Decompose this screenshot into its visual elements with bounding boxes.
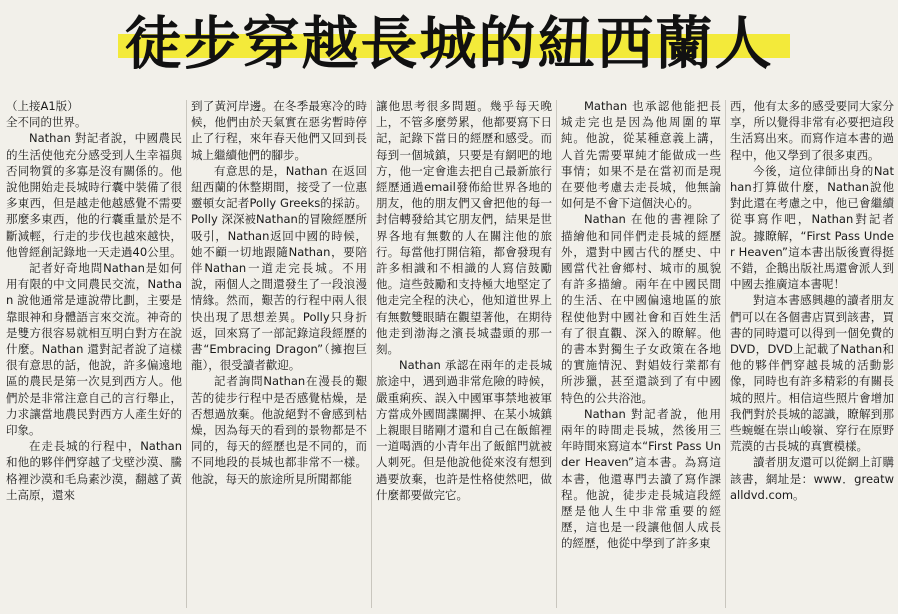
article-column-4 (561, 98, 721, 610)
column-divider (371, 100, 372, 608)
article-column-5 (730, 98, 894, 610)
article-paragraph: 有意思的是，Nathan 在返回紐西蘭的休整期間，接受了一位惠靈頓女記者Polly Greeks的採訪。Polly 深深被Nathan的冒險經歷所吸引，Nathan返回中國的時候，她不顧一切地跟隨Nathan，要陪伴Nathan一道走完長城。不用說，兩個人之間還發生了一段浪漫情緣。然而，艱苦的行程中兩人很快出現了思想差異。Polly只身折返，回來寫了一部記錄這段經歷的書“Embracing Dragon”（擁抱巨龍），很受讀者歡迎。 (191, 163, 367, 373)
article-paragraph: 今後，這位律師出身的Nathan打算做什麼，Nathan說他對此還在考慮之中，他已會繼續從事寫作吧，Nathan對記者說。據瞭解，“First Pass Under Heaven”這本書出版後賣得挺不錯，企鵝出版社馬還會派人到中國去推廣這本書呢！ (730, 163, 894, 292)
article-paragraph: 在走長城的行程中，Nathan和他的夥伴們穿越了戈壁沙漠、騰格裡沙漠和毛烏素沙漠，翻越了黃土高原，還來 (6, 439, 182, 502)
column-divider (725, 100, 726, 608)
article-paragraph: 西，他有太多的感受要同大家分享，所以覺得非常有必要把這段生活寫出來。而寫作這本書的過程中，他又學到了很多東西。 (730, 99, 894, 162)
article-body (6, 98, 894, 610)
column-divider (186, 100, 187, 608)
article-paragraph: 讓他思考很多問題。幾乎每天晚上，不管多麼勞累，他都要寫下日記，記錄下當日的經歷和感受。而每到一個城鎮，只要是有網吧的地方，他一定會進去把自己最新旅行經歷通過email發佈給世界各地的朋友，他的朋友們又會把他的每一封信轉發給其它朋友們，結果是世界各地有無數的人在關注他的旅行。每當他打開信箱，都會發現有許多相識和不相識的人寫信鼓勵他。這些鼓勵和支持極大地堅定了他走完全程的決心，他知道世界上有無數雙眼睛在觀望著他，在期待他走到渤海之濱長城盡頭的那一刻。 (376, 99, 552, 357)
article-column-3 (376, 98, 552, 610)
article-paragraph: 記者詢問Nathan在漫長的艱苦的徒步行程中是否感覺枯燥，是否想過放棄。他說絕對不會感到枯燥，因為每天的看到的景物都是不同的，每天的經歷也是不同的，而不同地段的長城也都非常不一樣。他說，每天的旅途所見所聞都能 (191, 374, 367, 486)
article-paragraph: 對這本書感興趣的讀者朋友們可以在各個書店買到該書，買書的同時還可以得到一個免費的DVD，DVD上記載了Nathan和他的夥伴們穿越長城的活動影像，同時也有許多精彩的有關長城的照片。相信這些照片會增加我們對於長城的認識，瞭解到那些蜿蜒在崇山峻嶺、穿行在原野荒漠的古長城的真實模樣。 (730, 293, 894, 454)
article-column-1 (6, 98, 182, 610)
article-paragraph: （上接A1版） (6, 99, 79, 113)
article-paragraph: Nathan 對記者說，中國農民的生活使他充分感受到人生幸福與否同物質的多寡是沒有關係的。他說他開始走長城時行囊中裝備了很多東西，但是越走他越感覺不需要那麼多東西，他的行囊重量於是不斷減輕，行走的步伐也越來越快，他曾經創記錄地一天走過40公里。 (6, 131, 182, 259)
headline-area (0, 0, 898, 92)
article-paragraph: 全不同的世界。 (6, 115, 87, 130)
article-paragraph: Nathan 在他的書裡除了描繪他和同伴們走長城的經歷外，還對中國古代的歷史、中國當代社會鄉村、城市的風貌有許多描繪。兩年在中國民間的生活、在中國偏遠地區的旅程使他對中國社會和百姓生活有了很直觀、深入的瞭解。他的書本對獨生子女政策在各地的實施情況、對娼妓行業都有所涉獵，甚至還談到了有中國特色的公共浴池。 (561, 212, 721, 405)
article-paragraph: Mathan 也承認他能把長城走完也是因為他周圍的單純。他說，從某種意義上講，人首先需要單純才能做成一些事情；如果不是在當初而是現在要他考慮去走長城，他無論如何是不會下這個決心的。 (561, 99, 721, 211)
article-paragraph: 到了黃河岸邊。在冬季最寒冷的時候，他們由於天氣實在惡劣暫時停止了行程，來年春天他們又回到長城上繼續他們的腳步。 (191, 99, 367, 162)
article-column-2 (191, 98, 367, 610)
article-paragraph: 記者好奇地問Nathan是如何用有限的中文同農民交流，Nathan 說他通常是連說帶比劃，主要是靠眼神和身體語言來交流。神奇的是雙方很容易就相互明白對方在說什麼。Nathan 還對記者說了這樣很有意思的話，他說，許多偏遠地區的農民是第一次見到西方人。他們於是非常注意自己的言行舉止，力求讓當地農民對西方人產生好的印象。 (6, 261, 182, 438)
column-divider (556, 100, 557, 608)
article-paragraph: Nathan 承認在兩年的走長城旅途中，遇到過非常危險的時候，嚴重痢疾、誤入中國軍事禁地被軍方當成外國間諜關押、在某小城鎮上親眼目睹剛才還和自己在飯館裡一道喝酒的小青年出了飯館門就被人刺死。但是他說他從來沒有想到過要放棄，也許是性格使然吧，做什麼都要做完它。 (376, 358, 552, 502)
article-paragraph: Nathan 對記者說，他用兩年的時間走長城，然後用三年時間來寫這本“First Pass Under Heaven”這本書。為寫這本書，他還專門去讀了寫作課程。他說，徒步走長城這段經歷是他人生中非常重要的經歷，這也是一段讓他個人成長的經歷，他從中學到了許多東 (561, 406, 721, 551)
headline: 徒步穿越長城的紐西蘭人 (124, 11, 774, 77)
article-paragraph: 讀者朋友還可以從網上訂購該書，網址是：www．greatwalldvd.com。 (730, 455, 894, 502)
